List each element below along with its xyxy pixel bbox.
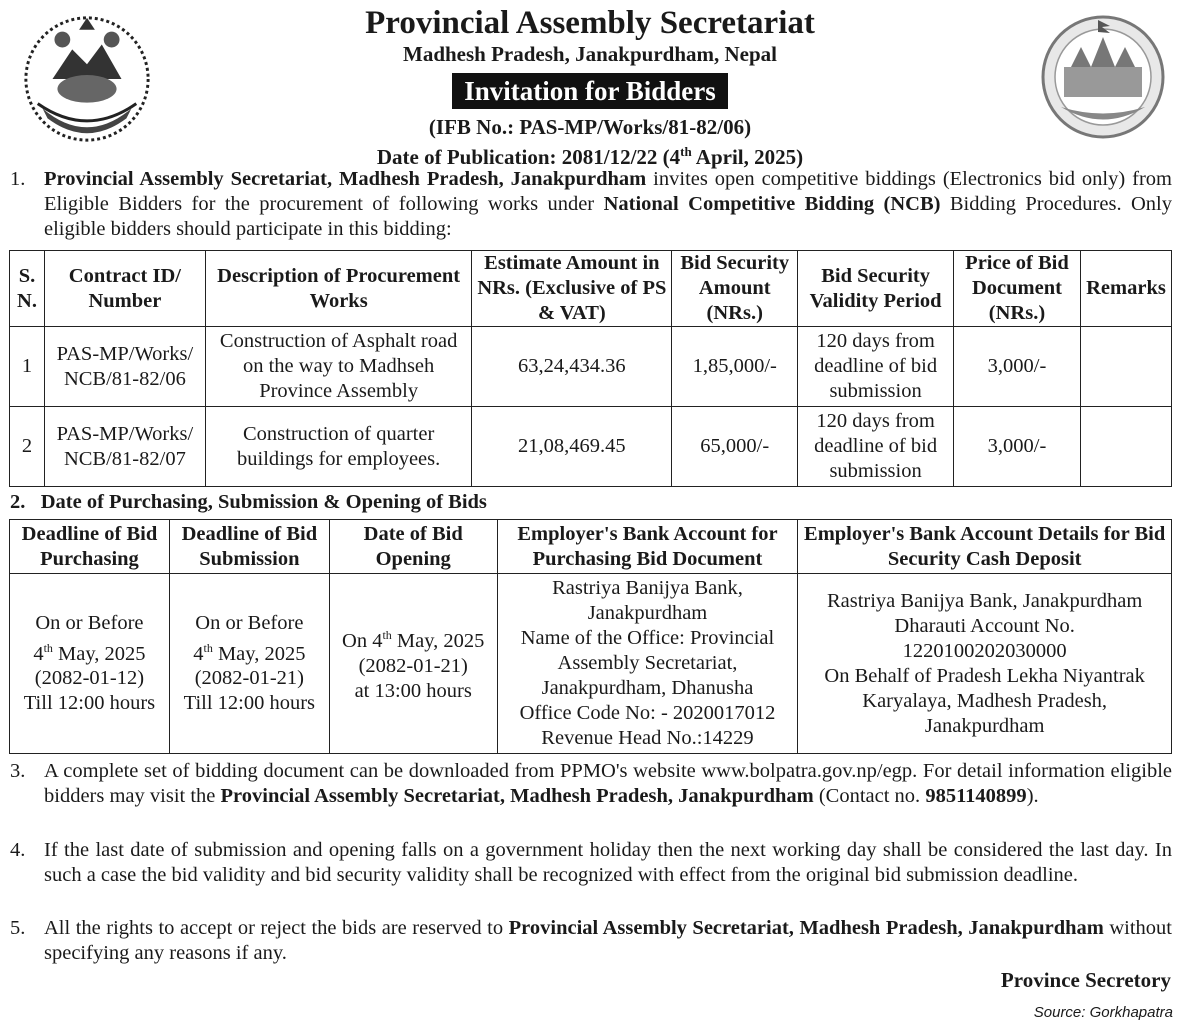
paragraph-3 xyxy=(10,759,1172,809)
paragraph-number: 4. xyxy=(10,839,26,861)
signatory: Province Secretory xyxy=(1000,968,1171,992)
table-cell: 63,24,434.36 xyxy=(472,327,672,407)
table-cell: Construction of quarter buildings for employees. xyxy=(205,407,472,487)
organization-title: Provincial Assembly Secretariat xyxy=(365,5,815,41)
nepal-emblem-logo xyxy=(18,10,156,148)
table-header-row xyxy=(10,251,1172,327)
table-cell: 120 days from deadline of bid submission xyxy=(798,407,954,487)
paragraph-4 xyxy=(10,838,1172,888)
source-credit: Source: Gorkhapatra xyxy=(1033,1004,1173,1021)
column-header: Deadline of Bid Purchasing xyxy=(10,520,170,574)
table-cell xyxy=(1080,407,1171,487)
section-2-heading: 2. Date of Purchasing, Submission & Opening of Bids xyxy=(10,491,487,513)
column-header: Estimate Amount in NRs. (Exclusive of PS & VAT) xyxy=(472,251,672,327)
table-cell: PAS-MP/Works/ NCB/81-82/07 xyxy=(44,407,205,487)
table-row xyxy=(10,327,1172,407)
paragraph-text: If the last date of submission and opening falls on a government holiday then the next working day shall be considered the last day. In such a case the bid validity and bid security validity shall be recognized with effect from the original bid submission deadline. xyxy=(44,839,1172,886)
table-cell: 65,000/- xyxy=(672,407,798,487)
paragraph-5 xyxy=(10,916,1172,966)
table-cell xyxy=(1080,327,1171,407)
paragraph-number: 1. xyxy=(10,168,26,190)
paragraph-text: A complete set of bidding document can be downloaded from PPMO's website www.bolpatra.gov.np/egp. For detail information eligible bidders may visit the Provincial Assembly Secretariat, Madhesh Pradesh, Janakpurdham (Contact no. 9851140899). xyxy=(44,760,1172,807)
column-header: Bid Security Validity Period xyxy=(798,251,954,327)
table-cell: 1 xyxy=(10,327,45,407)
column-header: Deadline of Bid Submission xyxy=(169,520,329,574)
purchase-deadline-cell: On or Before 4th May, 2025 (2082-01-12) Till 12:00 hours xyxy=(10,574,170,754)
provincial-assembly-logo xyxy=(1036,12,1170,142)
paragraph-number: 5. xyxy=(10,917,26,939)
column-header: S. N. xyxy=(10,251,45,327)
column-header: Description of Procurement Works xyxy=(205,251,472,327)
bank-purchase-cell: Rastriya Banijya Bank, Janakpurdham Name of the Office: Provincial Assembly Secretariat, Janakpurdham, Dhanusha Office Code No: - 2020017012 Revenue Head No.:14229 xyxy=(497,574,798,754)
paragraph-1 xyxy=(10,167,1172,242)
paragraph-text: Provincial Assembly Secretariat, Madhesh Pradesh, Janakpurdham invites open competitive biddings (Electronics bid only) from Eligible Bidders for the procurement of following works under National Competitive Bidding (NCB) Bidding Procedures. Only eligible bidders should participate in this bidding: xyxy=(44,168,1172,240)
table-cell: 2 xyxy=(10,407,45,487)
ifb-number: (IFB No.: PAS-MP/Works/81-82/06) xyxy=(428,115,752,139)
paragraph-number: 3. xyxy=(10,760,26,782)
paragraph-text: All the rights to accept or reject the bids are reserved to Provincial Assembly Secretariat, Madhesh Pradesh, Janakpurdham without specifying any reasons if any. xyxy=(44,917,1172,964)
publication-date: Date of Publication: 2081/12/22 (4th April, 2025) xyxy=(376,144,804,169)
column-header: Remarks xyxy=(1080,251,1171,327)
dates-table xyxy=(9,519,1172,754)
bank-security-cell: Rastriya Banijya Bank, Janakpurdham Dharauti Account No. 1220100202030000 On Behalf of Pradesh Lekha Niyantrak Karyalaya, Madhesh Pradesh, Janakpurdham xyxy=(798,574,1172,754)
table-cell: 3,000/- xyxy=(954,407,1081,487)
table-cell: 3,000/- xyxy=(954,327,1081,407)
opening-date-cell: On 4th May, 2025 (2082-01-21) at 13:00 hours xyxy=(329,574,497,754)
table-header-row xyxy=(10,520,1172,574)
column-header: Employer's Bank Account for Purchasing Bid Document xyxy=(497,520,798,574)
table-cell: PAS-MP/Works/ NCB/81-82/06 xyxy=(44,327,205,407)
column-header: Employer's Bank Account Details for Bid Security Cash Deposit xyxy=(798,520,1172,574)
table-cell: 1,85,000/- xyxy=(672,327,798,407)
table-row xyxy=(10,574,1172,754)
column-header: Price of Bid Document (NRs.) xyxy=(954,251,1081,327)
invitation-heading: Invitation for Bidders xyxy=(452,73,728,109)
column-header: Contract ID/ Number xyxy=(44,251,205,327)
organization-address: Madhesh Pradesh, Janakpurdham, Nepal xyxy=(403,42,777,66)
column-header: Bid Security Amount (NRs.) xyxy=(672,251,798,327)
works-table xyxy=(9,250,1172,487)
submission-deadline-cell: On or Before 4th May, 2025 (2082-01-21) Till 12:00 hours xyxy=(169,574,329,754)
table-row xyxy=(10,407,1172,487)
column-header: Date of Bid Opening xyxy=(329,520,497,574)
table-cell: 21,08,469.45 xyxy=(472,407,672,487)
invitation-heading-wrap xyxy=(170,73,1010,111)
table-cell: 120 days from deadline of bid submission xyxy=(798,327,954,407)
table-cell: Construction of Asphalt road on the way to Madhseh Province Assembly xyxy=(205,327,472,407)
